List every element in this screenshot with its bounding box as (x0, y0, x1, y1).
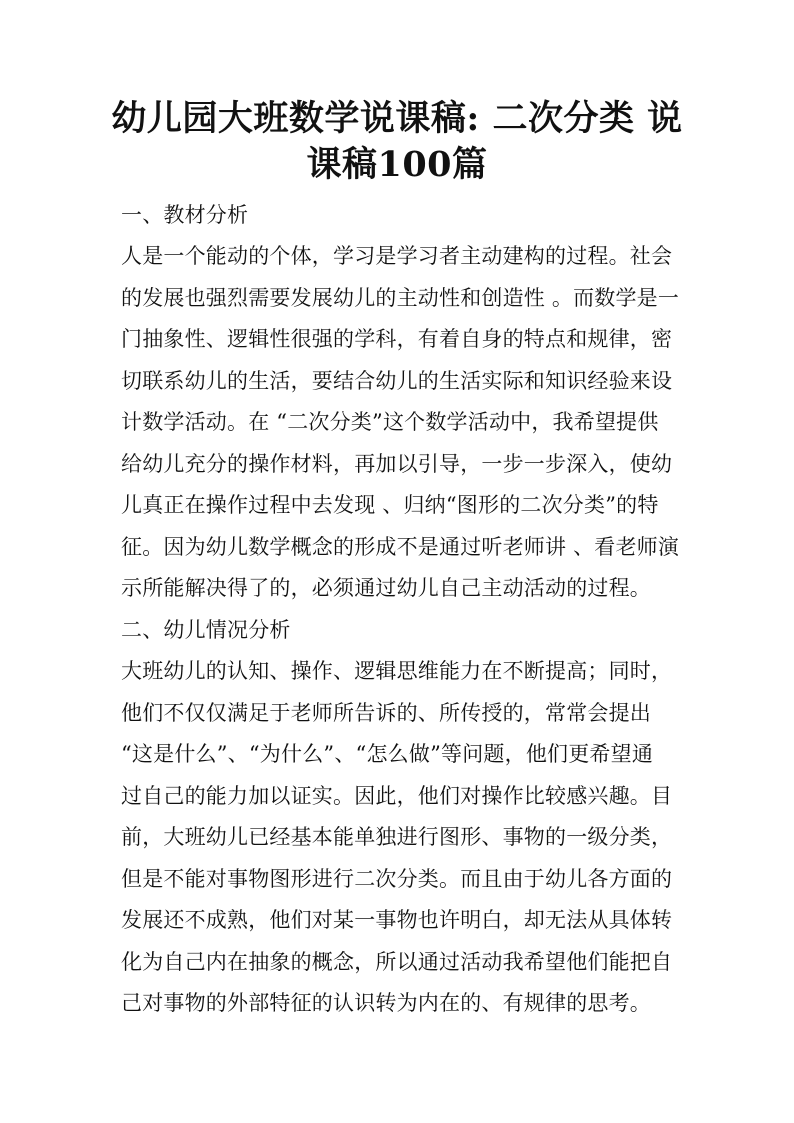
paragraph-line: 示所能解决得了的，必须通过幼儿自己主动活动的过程。 (121, 576, 651, 600)
paragraph-line: 人是一个能动的个体，学习是学习者主动建构的过程。社会 (121, 244, 673, 268)
paragraph-line: 切联系幼儿的生活，要结合幼儿的生活实际和知识经验来设 (121, 369, 673, 393)
paragraph-line: 计数学活动。在 “二次分类”这个数学活动中，我希望提供 (121, 410, 659, 434)
paragraph-line: 过自己的能力加以证实。因此，他们对操作比较感兴趣。目 (121, 784, 673, 808)
paragraph-line: 门抽象性、逻辑性很强的学科，有着自身的特点和规律，密 (121, 327, 673, 351)
section-heading-2: 二、幼儿情况分析 (121, 618, 291, 642)
paragraph-line: 发展还不成熟，他们对某一事物也许明白，却无法从具体转 (121, 908, 673, 932)
paragraph-line: “这是什么”、“为什么”、“怎么做”等问题，他们更希望通 (121, 742, 654, 766)
section-heading-1: 一、教材分析 (121, 203, 249, 227)
paragraph-line: 但是不能对事物图形进行二次分类。而且由于幼儿各方面的 (121, 867, 673, 891)
paragraph-line: 征。因为幼儿数学概念的形成不是通过听老师讲 、看老师演 (121, 535, 680, 559)
paragraph-line: 前，大班幼儿已经基本能单独进行图形、事物的一级分类， (121, 825, 673, 849)
paragraph-line: 己对事物的外部特征的认识转为内在的、有规律的思考。 (121, 991, 651, 1015)
paragraph-line: 大班幼儿的认知、操作、逻辑思维能力在不断提高；同时， (121, 659, 673, 683)
paragraph-line: 给幼儿充分的操作材料，再加以引导，一步一步深入，使幼 (121, 452, 673, 476)
paragraph-line: 儿真正在操作过程中去发现 、归纳“图形的二次分类”的特 (121, 493, 659, 517)
paragraph-line: 的发展也强烈需要发展幼儿的主动性和创造性 。而数学是一 (121, 286, 680, 310)
paragraph-line: 化为自己内在抽象的概念，所以通过活动我希望他们能把自 (121, 950, 673, 974)
paragraph-line: 他们不仅仅满足于老师所告诉的、所传授的，常常会提出 (121, 701, 651, 725)
document-title: 幼儿园大班数学说课稿: 二次分类 说课稿100篇 (111, 98, 683, 185)
